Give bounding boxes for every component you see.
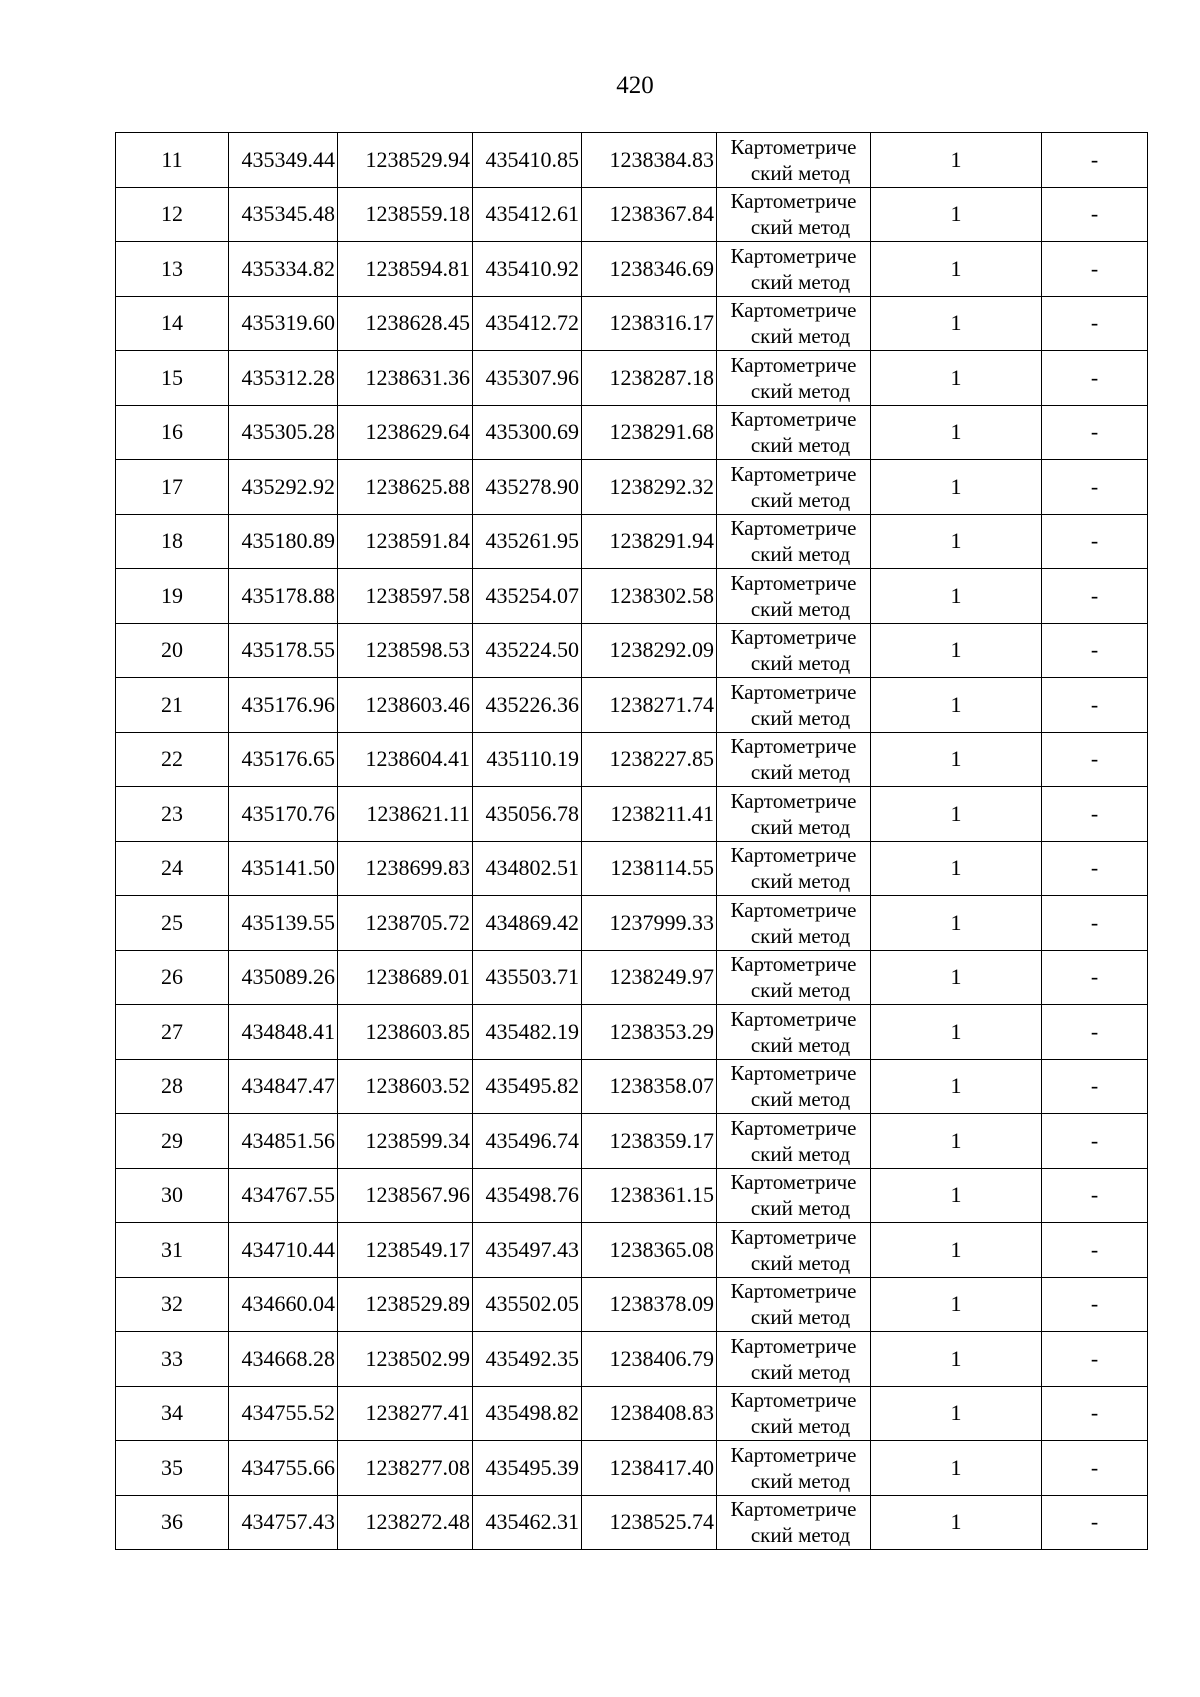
accuracy-cell: 1 bbox=[871, 1441, 1042, 1496]
point-number-cell: 17 bbox=[116, 460, 229, 515]
accuracy-cell: 1 bbox=[871, 1386, 1042, 1441]
y1-coordinate-cell: 1238621.11 bbox=[338, 787, 473, 842]
x1-coordinate-cell: 435319.60 bbox=[229, 296, 338, 351]
x2-coordinate-cell: 434869.42 bbox=[473, 896, 582, 951]
accuracy-cell: 1 bbox=[871, 460, 1042, 515]
y2-coordinate-cell: 1238316.17 bbox=[582, 296, 717, 351]
x1-coordinate-cell: 435176.65 bbox=[229, 732, 338, 787]
x1-coordinate-cell: 435349.44 bbox=[229, 133, 338, 188]
method-line-1: Картометриче bbox=[730, 516, 857, 541]
method-line-2: ский метод bbox=[750, 705, 851, 730]
table-row bbox=[116, 1114, 1148, 1169]
point-number-cell: 11 bbox=[116, 133, 229, 188]
method-cell bbox=[717, 896, 871, 951]
x2-coordinate-cell: 435495.82 bbox=[473, 1059, 582, 1114]
x2-coordinate-cell: 435224.50 bbox=[473, 623, 582, 678]
accuracy-cell: 1 bbox=[871, 187, 1042, 242]
accuracy-cell: 1 bbox=[871, 1168, 1042, 1223]
note-cell: - bbox=[1042, 1059, 1148, 1114]
accuracy-cell: 1 bbox=[871, 1114, 1042, 1169]
x2-coordinate-cell: 434802.51 bbox=[473, 841, 582, 896]
method-line-2: ский метод bbox=[750, 324, 851, 349]
method-cell bbox=[717, 296, 871, 351]
method-line-2: ский метод bbox=[750, 215, 851, 240]
x1-coordinate-cell: 435180.89 bbox=[229, 514, 338, 569]
y1-coordinate-cell: 1238277.08 bbox=[338, 1441, 473, 1496]
x1-coordinate-cell: 434710.44 bbox=[229, 1223, 338, 1278]
y2-coordinate-cell: 1238378.09 bbox=[582, 1277, 717, 1332]
x1-coordinate-cell: 434660.04 bbox=[229, 1277, 338, 1332]
method-line-2: ский метод bbox=[750, 596, 851, 621]
x2-coordinate-cell: 435496.74 bbox=[473, 1114, 582, 1169]
method-line-1: Картометриче bbox=[730, 788, 857, 813]
x2-coordinate-cell: 435226.36 bbox=[473, 678, 582, 733]
point-number-cell: 27 bbox=[116, 1005, 229, 1060]
method-line-1: Картометриче bbox=[730, 679, 857, 704]
y2-coordinate-cell: 1238287.18 bbox=[582, 351, 717, 406]
accuracy-cell: 1 bbox=[871, 1495, 1042, 1550]
method-cell bbox=[717, 1441, 871, 1496]
accuracy-cell: 1 bbox=[871, 1005, 1042, 1060]
y1-coordinate-cell: 1238599.34 bbox=[338, 1114, 473, 1169]
y1-coordinate-cell: 1238603.85 bbox=[338, 1005, 473, 1060]
note-cell: - bbox=[1042, 950, 1148, 1005]
accuracy-cell: 1 bbox=[871, 569, 1042, 624]
note-cell: - bbox=[1042, 1277, 1148, 1332]
x2-coordinate-cell: 435462.31 bbox=[473, 1495, 582, 1550]
y2-coordinate-cell: 1238292.32 bbox=[582, 460, 717, 515]
y1-coordinate-cell: 1238277.41 bbox=[338, 1386, 473, 1441]
method-line-2: ский метод bbox=[750, 869, 851, 894]
note-cell: - bbox=[1042, 896, 1148, 951]
note-cell: - bbox=[1042, 187, 1148, 242]
x1-coordinate-cell: 435141.50 bbox=[229, 841, 338, 896]
method-cell bbox=[717, 787, 871, 842]
x1-coordinate-cell: 434755.66 bbox=[229, 1441, 338, 1496]
table-row bbox=[116, 460, 1148, 515]
accuracy-cell: 1 bbox=[871, 405, 1042, 460]
method-cell bbox=[717, 460, 871, 515]
y1-coordinate-cell: 1238705.72 bbox=[338, 896, 473, 951]
table-row bbox=[116, 896, 1148, 951]
y2-coordinate-cell: 1238271.74 bbox=[582, 678, 717, 733]
method-cell bbox=[717, 514, 871, 569]
method-line-1: Картометриче bbox=[730, 1224, 857, 1249]
x1-coordinate-cell: 434848.41 bbox=[229, 1005, 338, 1060]
point-number-cell: 25 bbox=[116, 896, 229, 951]
point-number-cell: 31 bbox=[116, 1223, 229, 1278]
method-line-2: ский метод bbox=[750, 487, 851, 512]
accuracy-cell: 1 bbox=[871, 841, 1042, 896]
method-cell bbox=[717, 1332, 871, 1387]
method-cell bbox=[717, 242, 871, 297]
y1-coordinate-cell: 1238603.46 bbox=[338, 678, 473, 733]
x1-coordinate-cell: 435178.55 bbox=[229, 623, 338, 678]
note-cell: - bbox=[1042, 1386, 1148, 1441]
method-line-1: Картометриче bbox=[730, 352, 857, 377]
y2-coordinate-cell: 1238365.08 bbox=[582, 1223, 717, 1278]
point-number-cell: 12 bbox=[116, 187, 229, 242]
method-line-1: Картометриче bbox=[730, 298, 857, 323]
point-number-cell: 23 bbox=[116, 787, 229, 842]
y1-coordinate-cell: 1238591.84 bbox=[338, 514, 473, 569]
method-cell bbox=[717, 351, 871, 406]
x2-coordinate-cell: 435307.96 bbox=[473, 351, 582, 406]
x1-coordinate-cell: 435178.88 bbox=[229, 569, 338, 624]
table-row bbox=[116, 623, 1148, 678]
y1-coordinate-cell: 1238631.36 bbox=[338, 351, 473, 406]
x1-coordinate-cell: 434767.55 bbox=[229, 1168, 338, 1223]
method-line-1: Картометриче bbox=[730, 1497, 857, 1522]
x2-coordinate-cell: 435412.61 bbox=[473, 187, 582, 242]
accuracy-cell: 1 bbox=[871, 896, 1042, 951]
method-line-1: Картометриче bbox=[730, 1115, 857, 1140]
y2-coordinate-cell: 1238406.79 bbox=[582, 1332, 717, 1387]
method-line-2: ский метод bbox=[750, 814, 851, 839]
point-number-cell: 33 bbox=[116, 1332, 229, 1387]
y2-coordinate-cell: 1238346.69 bbox=[582, 242, 717, 297]
method-cell bbox=[717, 1277, 871, 1332]
x1-coordinate-cell: 435334.82 bbox=[229, 242, 338, 297]
y2-coordinate-cell: 1238359.17 bbox=[582, 1114, 717, 1169]
note-cell: - bbox=[1042, 405, 1148, 460]
accuracy-cell: 1 bbox=[871, 678, 1042, 733]
method-line-1: Картометриче bbox=[730, 625, 857, 650]
y1-coordinate-cell: 1238529.94 bbox=[338, 133, 473, 188]
point-number-cell: 30 bbox=[116, 1168, 229, 1223]
method-line-2: ский метод bbox=[750, 1414, 851, 1439]
method-line-2: ский метод bbox=[750, 651, 851, 676]
y1-coordinate-cell: 1238549.17 bbox=[338, 1223, 473, 1278]
table-row bbox=[116, 841, 1148, 896]
point-number-cell: 36 bbox=[116, 1495, 229, 1550]
point-number-cell: 18 bbox=[116, 514, 229, 569]
x2-coordinate-cell: 435110.19 bbox=[473, 732, 582, 787]
x2-coordinate-cell: 435498.76 bbox=[473, 1168, 582, 1223]
method-cell bbox=[717, 405, 871, 460]
note-cell: - bbox=[1042, 841, 1148, 896]
method-cell bbox=[717, 732, 871, 787]
x2-coordinate-cell: 435261.95 bbox=[473, 514, 582, 569]
table-row bbox=[116, 133, 1148, 188]
note-cell: - bbox=[1042, 133, 1148, 188]
y1-coordinate-cell: 1238689.01 bbox=[338, 950, 473, 1005]
note-cell: - bbox=[1042, 1495, 1148, 1550]
note-cell: - bbox=[1042, 678, 1148, 733]
method-line-2: ский метод bbox=[750, 1523, 851, 1548]
x2-coordinate-cell: 435503.71 bbox=[473, 950, 582, 1005]
method-line-1: Картометриче bbox=[730, 134, 857, 159]
x2-coordinate-cell: 435492.35 bbox=[473, 1332, 582, 1387]
table-row bbox=[116, 1005, 1148, 1060]
x2-coordinate-cell: 435410.92 bbox=[473, 242, 582, 297]
x2-coordinate-cell: 435482.19 bbox=[473, 1005, 582, 1060]
y1-coordinate-cell: 1238502.99 bbox=[338, 1332, 473, 1387]
y1-coordinate-cell: 1238628.45 bbox=[338, 296, 473, 351]
table-row bbox=[116, 1332, 1148, 1387]
point-number-cell: 14 bbox=[116, 296, 229, 351]
method-line-1: Картометриче bbox=[730, 1333, 857, 1358]
note-cell: - bbox=[1042, 296, 1148, 351]
method-line-1: Картометриче bbox=[730, 1006, 857, 1031]
y2-coordinate-cell: 1238249.97 bbox=[582, 950, 717, 1005]
point-number-cell: 22 bbox=[116, 732, 229, 787]
note-cell: - bbox=[1042, 351, 1148, 406]
accuracy-cell: 1 bbox=[871, 242, 1042, 297]
x2-coordinate-cell: 435056.78 bbox=[473, 787, 582, 842]
table-row bbox=[116, 1495, 1148, 1550]
method-line-2: ский метод bbox=[750, 978, 851, 1003]
method-line-2: ский метод bbox=[750, 923, 851, 948]
method-line-2: ский метод bbox=[750, 1250, 851, 1275]
x1-coordinate-cell: 435345.48 bbox=[229, 187, 338, 242]
x1-coordinate-cell: 435170.76 bbox=[229, 787, 338, 842]
x1-coordinate-cell: 434668.28 bbox=[229, 1332, 338, 1387]
method-cell bbox=[717, 1005, 871, 1060]
table-row bbox=[116, 1386, 1148, 1441]
x1-coordinate-cell: 435089.26 bbox=[229, 950, 338, 1005]
table-row bbox=[116, 678, 1148, 733]
x1-coordinate-cell: 435305.28 bbox=[229, 405, 338, 460]
y1-coordinate-cell: 1238567.96 bbox=[338, 1168, 473, 1223]
method-line-1: Картометриче bbox=[730, 734, 857, 759]
x1-coordinate-cell: 435176.96 bbox=[229, 678, 338, 733]
method-line-2: ский метод bbox=[750, 1141, 851, 1166]
y2-coordinate-cell: 1238353.29 bbox=[582, 1005, 717, 1060]
method-cell bbox=[717, 1114, 871, 1169]
point-number-cell: 21 bbox=[116, 678, 229, 733]
note-cell: - bbox=[1042, 569, 1148, 624]
method-cell bbox=[717, 678, 871, 733]
x2-coordinate-cell: 435412.72 bbox=[473, 296, 582, 351]
method-line-2: ский метод bbox=[750, 1196, 851, 1221]
method-cell bbox=[717, 187, 871, 242]
accuracy-cell: 1 bbox=[871, 950, 1042, 1005]
point-number-cell: 15 bbox=[116, 351, 229, 406]
x2-coordinate-cell: 435498.82 bbox=[473, 1386, 582, 1441]
accuracy-cell: 1 bbox=[871, 1277, 1042, 1332]
x1-coordinate-cell: 434847.47 bbox=[229, 1059, 338, 1114]
x1-coordinate-cell: 434755.52 bbox=[229, 1386, 338, 1441]
y1-coordinate-cell: 1238272.48 bbox=[338, 1495, 473, 1550]
method-line-1: Картометриче bbox=[730, 897, 857, 922]
y2-coordinate-cell: 1238525.74 bbox=[582, 1495, 717, 1550]
method-line-1: Картометриче bbox=[730, 407, 857, 432]
method-line-1: Картометриче bbox=[730, 843, 857, 868]
y2-coordinate-cell: 1238358.07 bbox=[582, 1059, 717, 1114]
table-row bbox=[116, 1223, 1148, 1278]
accuracy-cell: 1 bbox=[871, 732, 1042, 787]
y2-coordinate-cell: 1238114.55 bbox=[582, 841, 717, 896]
accuracy-cell: 1 bbox=[871, 514, 1042, 569]
point-number-cell: 19 bbox=[116, 569, 229, 624]
table-row bbox=[116, 1059, 1148, 1114]
y2-coordinate-cell: 1238367.84 bbox=[582, 187, 717, 242]
method-cell bbox=[717, 950, 871, 1005]
y1-coordinate-cell: 1238603.52 bbox=[338, 1059, 473, 1114]
page-number: 420 bbox=[616, 72, 654, 99]
x2-coordinate-cell: 435254.07 bbox=[473, 569, 582, 624]
note-cell: - bbox=[1042, 1223, 1148, 1278]
table-row bbox=[116, 1441, 1148, 1496]
point-number-cell: 28 bbox=[116, 1059, 229, 1114]
table-row bbox=[116, 569, 1148, 624]
table-row bbox=[116, 732, 1148, 787]
accuracy-cell: 1 bbox=[871, 296, 1042, 351]
accuracy-cell: 1 bbox=[871, 133, 1042, 188]
y2-coordinate-cell: 1238408.83 bbox=[582, 1386, 717, 1441]
note-cell: - bbox=[1042, 1441, 1148, 1496]
method-cell bbox=[717, 1495, 871, 1550]
method-cell bbox=[717, 1386, 871, 1441]
method-cell bbox=[717, 133, 871, 188]
y2-coordinate-cell: 1238291.68 bbox=[582, 405, 717, 460]
y2-coordinate-cell: 1238302.58 bbox=[582, 569, 717, 624]
accuracy-cell: 1 bbox=[871, 351, 1042, 406]
table-row bbox=[116, 187, 1148, 242]
table-row bbox=[116, 787, 1148, 842]
accuracy-cell: 1 bbox=[871, 1059, 1042, 1114]
table-row bbox=[116, 296, 1148, 351]
x2-coordinate-cell: 435495.39 bbox=[473, 1441, 582, 1496]
note-cell: - bbox=[1042, 1168, 1148, 1223]
method-cell bbox=[717, 1059, 871, 1114]
table-row bbox=[116, 405, 1148, 460]
method-line-2: ский метод bbox=[750, 1468, 851, 1493]
y2-coordinate-cell: 1238292.09 bbox=[582, 623, 717, 678]
point-number-cell: 32 bbox=[116, 1277, 229, 1332]
y1-coordinate-cell: 1238598.53 bbox=[338, 623, 473, 678]
y1-coordinate-cell: 1238559.18 bbox=[338, 187, 473, 242]
method-cell bbox=[717, 841, 871, 896]
method-line-2: ский метод bbox=[750, 269, 851, 294]
y1-coordinate-cell: 1238597.58 bbox=[338, 569, 473, 624]
x2-coordinate-cell: 435502.05 bbox=[473, 1277, 582, 1332]
method-cell bbox=[717, 1168, 871, 1223]
accuracy-cell: 1 bbox=[871, 1223, 1042, 1278]
y1-coordinate-cell: 1238604.41 bbox=[338, 732, 473, 787]
y1-coordinate-cell: 1238625.88 bbox=[338, 460, 473, 515]
y2-coordinate-cell: 1238291.94 bbox=[582, 514, 717, 569]
method-line-1: Картометриче bbox=[730, 1061, 857, 1086]
point-number-cell: 24 bbox=[116, 841, 229, 896]
note-cell: - bbox=[1042, 732, 1148, 787]
y1-coordinate-cell: 1238699.83 bbox=[338, 841, 473, 896]
coordinates-table bbox=[115, 132, 1148, 1550]
method-line-2: ский метод bbox=[750, 1359, 851, 1384]
note-cell: - bbox=[1042, 787, 1148, 842]
method-line-1: Картометриче bbox=[730, 1442, 857, 1467]
note-cell: - bbox=[1042, 623, 1148, 678]
x1-coordinate-cell: 434757.43 bbox=[229, 1495, 338, 1550]
note-cell: - bbox=[1042, 460, 1148, 515]
method-line-1: Картометриче bbox=[730, 243, 857, 268]
y2-coordinate-cell: 1238227.85 bbox=[582, 732, 717, 787]
accuracy-cell: 1 bbox=[871, 1332, 1042, 1387]
table-row bbox=[116, 351, 1148, 406]
method-line-1: Картометриче bbox=[730, 1388, 857, 1413]
x1-coordinate-cell: 435312.28 bbox=[229, 351, 338, 406]
point-number-cell: 34 bbox=[116, 1386, 229, 1441]
note-cell: - bbox=[1042, 1005, 1148, 1060]
point-number-cell: 16 bbox=[116, 405, 229, 460]
x2-coordinate-cell: 435497.43 bbox=[473, 1223, 582, 1278]
table-row bbox=[116, 1277, 1148, 1332]
y1-coordinate-cell: 1238529.89 bbox=[338, 1277, 473, 1332]
y1-coordinate-cell: 1238594.81 bbox=[338, 242, 473, 297]
point-number-cell: 35 bbox=[116, 1441, 229, 1496]
x1-coordinate-cell: 435139.55 bbox=[229, 896, 338, 951]
note-cell: - bbox=[1042, 1332, 1148, 1387]
x1-coordinate-cell: 434851.56 bbox=[229, 1114, 338, 1169]
method-line-2: ский метод bbox=[750, 760, 851, 785]
accuracy-cell: 1 bbox=[871, 623, 1042, 678]
method-line-2: ский метод bbox=[750, 1032, 851, 1057]
y1-coordinate-cell: 1238629.64 bbox=[338, 405, 473, 460]
method-line-1: Картометриче bbox=[730, 1170, 857, 1195]
method-line-2: ский метод bbox=[750, 1305, 851, 1330]
y2-coordinate-cell: 1238417.40 bbox=[582, 1441, 717, 1496]
table-body bbox=[116, 133, 1148, 1550]
point-number-cell: 26 bbox=[116, 950, 229, 1005]
note-cell: - bbox=[1042, 242, 1148, 297]
table-row bbox=[116, 514, 1148, 569]
method-line-1: Картометриче bbox=[730, 1279, 857, 1304]
table-row bbox=[116, 1168, 1148, 1223]
y2-coordinate-cell: 1238211.41 bbox=[582, 787, 717, 842]
method-cell bbox=[717, 569, 871, 624]
y2-coordinate-cell: 1238384.83 bbox=[582, 133, 717, 188]
point-number-cell: 13 bbox=[116, 242, 229, 297]
x2-coordinate-cell: 435278.90 bbox=[473, 460, 582, 515]
method-line-1: Картометриче bbox=[730, 461, 857, 486]
table-row bbox=[116, 242, 1148, 297]
method-line-2: ский метод bbox=[750, 433, 851, 458]
y2-coordinate-cell: 1238361.15 bbox=[582, 1168, 717, 1223]
x2-coordinate-cell: 435410.85 bbox=[473, 133, 582, 188]
table-row bbox=[116, 950, 1148, 1005]
method-line-2: ский метод bbox=[750, 378, 851, 403]
method-line-2: ский метод bbox=[750, 542, 851, 567]
method-line-1: Картометриче bbox=[730, 570, 857, 595]
method-line-1: Картометриче bbox=[730, 189, 857, 214]
x2-coordinate-cell: 435300.69 bbox=[473, 405, 582, 460]
note-cell: - bbox=[1042, 1114, 1148, 1169]
method-cell bbox=[717, 623, 871, 678]
x1-coordinate-cell: 435292.92 bbox=[229, 460, 338, 515]
point-number-cell: 29 bbox=[116, 1114, 229, 1169]
note-cell: - bbox=[1042, 514, 1148, 569]
point-number-cell: 20 bbox=[116, 623, 229, 678]
y2-coordinate-cell: 1237999.33 bbox=[582, 896, 717, 951]
accuracy-cell: 1 bbox=[871, 787, 1042, 842]
method-line-1: Картометриче bbox=[730, 952, 857, 977]
method-cell bbox=[717, 1223, 871, 1278]
method-line-2: ский метод bbox=[750, 160, 851, 185]
method-line-2: ский метод bbox=[750, 1087, 851, 1112]
